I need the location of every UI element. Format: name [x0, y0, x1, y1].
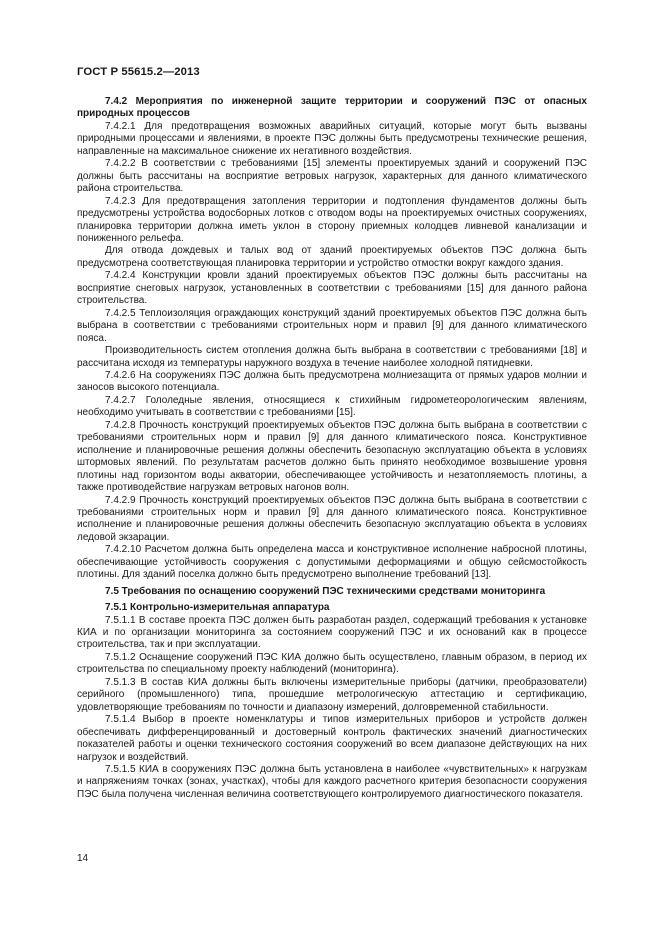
paragraph: 7.4.2.9 Прочность конструкций проектируемых объектов ПЭС должна быть выбрана в соответствии с требованиями строительных норм и правил [9] для данного климатического пояса. Конструктивное исполнение и планировочные решения должны обеспечить безопасную эксплуатацию объекта в условиях ледовой экзарации.	[77, 494, 587, 543]
paragraph: Для отвода дождевых и талых вод от зданий проектируемых объектов ПЭС должна быть предусмотрена соответствующая планировка территории и устройство отмостки вокруг каждого здания.	[77, 245, 587, 269]
paragraph: 7.4.2.5 Теплоизоляция ограждающих конструкций зданий проектируемых объектов ПЭС должна быть выбрана в соответствии с требованиями строительных норм и правил [9] для данного климатического пояса.	[77, 307, 587, 344]
document-header: ГОСТ Р 55615.2—2013	[77, 66, 200, 78]
section-heading-7-4-2: 7.4.2 Мероприятия по инженерной защите территории и сооружений ПЭС от опасных природных процессов	[77, 96, 587, 120]
paragraph: 7.5.1.5 КИА в сооружениях ПЭС должна быть установлена в наиболее «чувствительных» к нагрузкам и напряжениям точках (зонах, участках), чтобы для каждого расчетного критерия безопасности сооружения ПЭС была получена численная величина соответствующего контролируемого диагностического показателя.	[77, 764, 587, 800]
paragraph: 7.4.2.6 На сооружениях ПЭС должна быть предусмотрена молниезащита от прямых ударов молнии и заносов высокого потенциала.	[77, 369, 587, 394]
paragraph: 7.4.2.3 Для предотвращения затопления территории и подтопления фундаментов должны быть предусмотрены устройства водосборных лотков с отводом воды на проектируемых очистных сооружениях, планировка территории должна иметь уклон в сторону приемных колодцев ливневой канализации и пониженного рельефа.	[77, 195, 587, 244]
paragraph: 7.4.2.2 В соответствии с требованиями [15] элементы проектируемых зданий и сооружений ПЭС должны быть рассчитаны на восприятие ветровых нагрузок, характерных для данного климатического района строительства.	[77, 158, 587, 195]
paragraph: 7.5.1.4 Выбор в проекте номенклатуры и типов измерительных приборов и устройств должен обеспечивать дифференцированный и достоверный контроль фактических значений диагностических показателей работы и оценки технического состояния сооружений во всем диапазоне действующих на них нагрузок и воздействий.	[77, 714, 587, 763]
paragraph: 7.4.2.8 Прочность конструкций проектируемых объектов ПЭС должна быть выбрана в соответствии с требованиями строительных норм и правил [9] для данного климатического пояса. Конструктивное исполнение и планировочные решения должны обеспечить безопасную эксплуатацию объекта в условиях штормовых явлений. По результатам расчетов должно быть принято необходимое возвышение уровня плотины над горизонтом воды акватории, обеспечивающее устойчивость и незатопляемость плотины, а также противодействие нагрузкам ветровых нагонов волн.	[77, 419, 587, 494]
paragraph: 7.4.2.7 Гололедные явления, относящиеся к стихийным гидрометеорологическим явлениям, необходимо учитывать в соответствии с требованиями [15].	[77, 394, 587, 419]
paragraph: 7.5.1.2 Оснащение сооружений ПЭС КИА должно быть осуществлено, главным образом, в период их строительства по специальному проекту наблюдений (мониторинга).	[77, 651, 587, 676]
paragraph: 7.5.1.3 В состав КИА должны быть включены измерительные приборы (датчики, преобразователи) серийного (промышленного) типа, прошедшие метрологическую аттестацию и сертификацию, удовлетворяющие требованиям по точности и диапазону измерений, долговременной стабильности.	[77, 676, 587, 713]
paragraph: 7.5.1.1 В составе проекта ПЭС должен быть разработан раздел, содержащий требования к установке КИА и по организации мониторинга за состоянием сооружений ПЭС и их оснований как в процессе строительства, так и при эксплуатации.	[77, 614, 587, 651]
paragraph: 7.4.2.1 Для предотвращения возможных аварийных ситуаций, которые могут быть вызваны природными процессами и явлениями, в проекте ПЭС должны быть предусмотрены технические решения, направленные на максимальное снижение их негативного воздействия.	[77, 120, 587, 157]
document-body	[77, 96, 587, 801]
section-heading-7-5-1: 7.5.1 Контрольно-измерительная аппаратура	[105, 602, 330, 614]
paragraph: 7.4.2.4 Конструкции кровли зданий проектируемых объектов ПЭС должны быть рассчитаны на восприятие снеговых нагрузок, установленных в соответствии с требованиями [15] для данного района строительства.	[77, 270, 587, 307]
paragraph: Производительность систем отопления должна быть выбрана в соответствии с требованиями [18] и рассчитана исходя из температуры наружного воздуха в течение наиболее холодной пятидневки.	[77, 345, 587, 369]
page-number: 14	[77, 853, 89, 864]
section-heading-7-5: 7.5 Требования по оснащению сооружений ПЭС техническими средствами мониторинга	[105, 585, 546, 597]
paragraph: 7.4.2.10 Расчетом должна быть определена масса и конструктивное исполнение набросной плотины, обеспечивающие устойчивость сооружения с допустимыми деформациями и общую сейсмостойкость плотины. Для зданий поселка должно быть предусмотрено выполнение требований [13].	[77, 544, 587, 581]
